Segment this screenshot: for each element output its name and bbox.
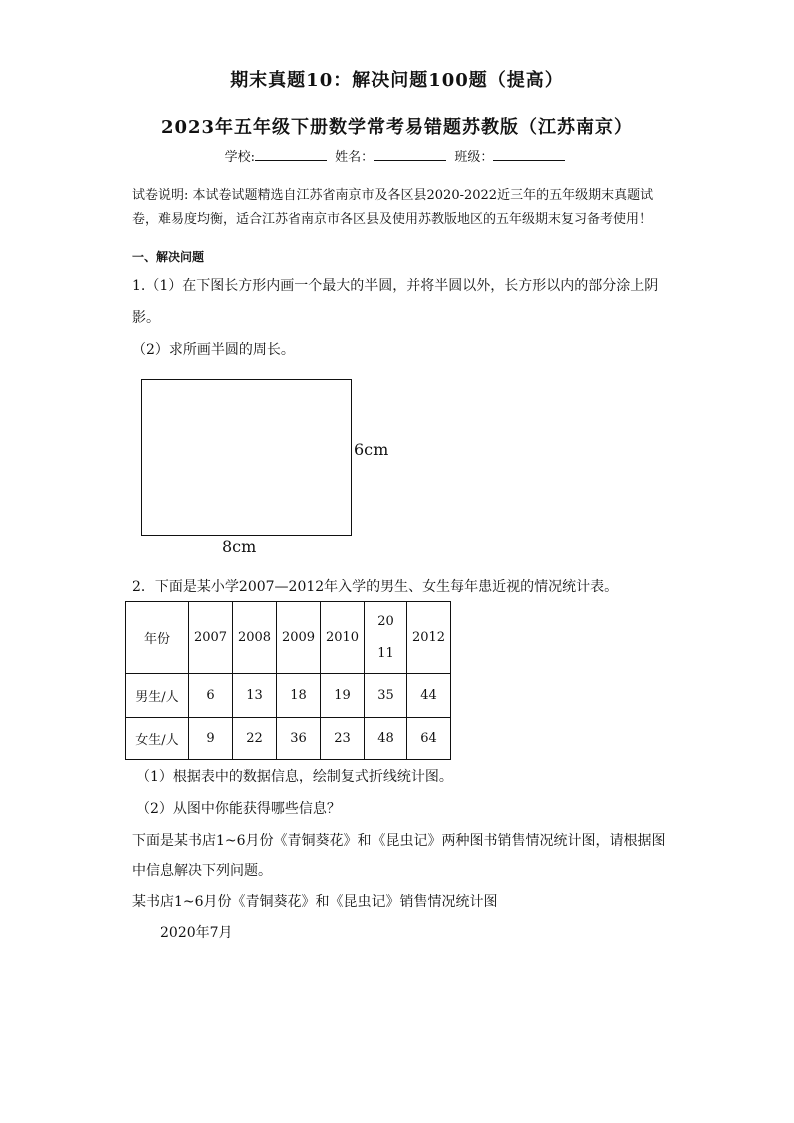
year-cell: 2008	[233, 602, 277, 674]
question1-part2: （2）求所画半圆的周长。	[132, 342, 295, 358]
school-blank[interactable]	[255, 148, 327, 161]
rectangle-height-label: 6cm	[354, 440, 389, 459]
myopia-statistics-table	[125, 601, 451, 760]
exam-description: 试卷说明: 本试卷试题精选自江苏省南京市及各区县2020-2022近三年的五年级期末真题试卷，难易度均衡，适合江苏省南京市各区县及使用苏教版地区的五年级期末复习备考使用！	[132, 188, 654, 227]
student-info-fields	[0, 146, 794, 165]
row-label-cell: 女生/人	[126, 718, 189, 760]
value-cell: 13	[233, 674, 277, 718]
question1-part1-line2: 影。	[132, 310, 160, 326]
year-cell: 2012	[407, 602, 451, 674]
question3-intro-line2: 中信息解决下列问题。	[132, 863, 272, 879]
question3-chart-title: 某书店1~6月份《青铜葵花》和《昆虫记》销售情况统计图	[132, 894, 498, 910]
year-cell: 2011	[365, 602, 407, 674]
page-title: 期末真题10：解决问题100题（提高）	[230, 70, 564, 91]
name-blank[interactable]	[374, 148, 446, 161]
value-cell: 64	[407, 718, 451, 760]
section-title: 一、解决问题	[132, 250, 205, 264]
question3-intro-line1: 下面是某书店1~6月份《青铜葵花》和《昆虫记》两种图书销售情况统计图，请根据图	[132, 833, 666, 849]
class-blank[interactable]	[493, 148, 565, 161]
value-cell: 19	[321, 674, 365, 718]
value-cell: 6	[189, 674, 233, 718]
value-cell: 35	[365, 674, 407, 718]
value-cell: 36	[277, 718, 321, 760]
class-label: 班级：	[454, 150, 494, 165]
rectangle-width-label: 8cm	[222, 537, 257, 556]
value-cell: 23	[321, 718, 365, 760]
value-cell: 44	[407, 674, 451, 718]
question1-part1-line1: 1.（1）在下图长方形内画一个最大的半圆，并将半圆以外，长方形以内的部分涂上阴	[132, 278, 659, 294]
question2-intro: 2．下面是某小学2007—2012年入学的男生、女生每年患近视的情况统计表。	[132, 579, 619, 595]
year-cell: 2007	[189, 602, 233, 674]
table-row	[126, 674, 451, 718]
year-cell: 2009	[277, 602, 321, 674]
page-subtitle: 2023年五年级下册数学常考易错题苏教版（江苏南京）	[160, 117, 634, 138]
question3-chart-date: 2020年7月	[160, 925, 233, 941]
value-cell: 22	[233, 718, 277, 760]
table-row	[126, 718, 451, 760]
year-cell: 2010	[321, 602, 365, 674]
question2-part2: （2）从图中你能获得哪些信息？	[136, 801, 341, 817]
name-label: 姓名：	[335, 150, 375, 165]
table-header-row	[126, 602, 451, 674]
question2-part1: （1）根据表中的数据信息，绘制复式折线统计图。	[136, 769, 453, 785]
header-label-cell: 年份	[126, 602, 189, 674]
value-cell: 48	[365, 718, 407, 760]
row-label-cell: 男生/人	[126, 674, 189, 718]
value-cell: 18	[277, 674, 321, 718]
rectangle-figure	[141, 379, 352, 536]
school-label: 学校:	[224, 150, 256, 165]
value-cell: 9	[189, 718, 233, 760]
